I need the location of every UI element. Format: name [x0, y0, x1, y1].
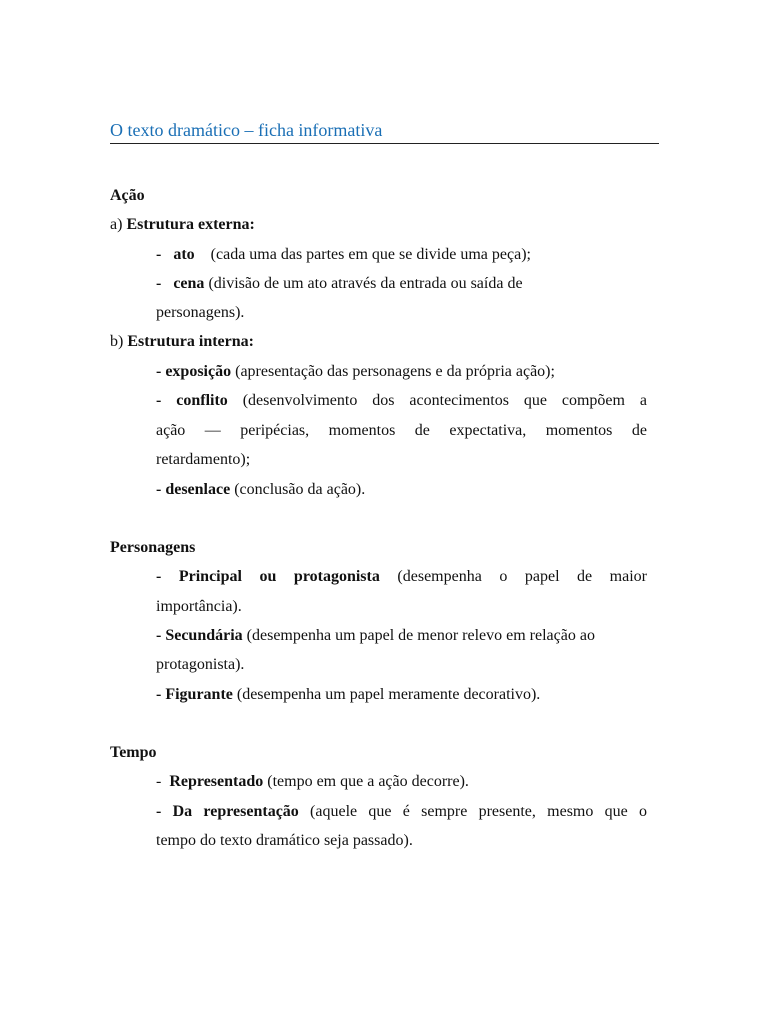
list-item-principal [156, 567, 647, 587]
list-item-desenlace [156, 480, 365, 500]
definition-exposicao: (apresentação das personagens e da própria ação); [231, 363, 555, 380]
list-item-secundaria [156, 626, 595, 646]
definition-secundaria: (desempenha um papel de menor relevo em relação ao [242, 627, 595, 644]
term-ato: ato [173, 246, 195, 263]
definition-desenlace: (conclusão da ação). [230, 481, 366, 498]
definition-representado: (tempo em que a ação decorre). [263, 773, 469, 790]
list-item-exposicao [156, 362, 555, 382]
term-exposicao: - exposição [156, 363, 232, 380]
subsection-title-interna: Estrutura interna: [127, 333, 254, 350]
subsection-estrutura-externa [110, 215, 255, 235]
definition-ato: (cada uma das partes em que se divide uma peça); [210, 246, 531, 263]
section-heading-personagens-text: Personagens [110, 539, 196, 556]
list-item-representado [156, 772, 469, 792]
list-item-representacao-continuation: tempo do texto dramático seja passado). [156, 832, 413, 849]
term-representado: Representado [169, 773, 264, 790]
section-heading-acao [110, 186, 145, 206]
list-dash: - [156, 773, 162, 790]
subsection-title-externa: Estrutura externa: [126, 216, 255, 233]
term-conflito: - conflito [156, 392, 228, 409]
term-representacao: - Da representação [156, 803, 299, 820]
subsection-estrutura-interna [110, 332, 254, 352]
term-secundaria: - Secundária [156, 627, 243, 644]
list-item-principal-continuation: importância). [156, 598, 242, 615]
term-figurante: - Figurante [156, 686, 233, 703]
list-item-conflito-line2: ação — peripécias, momentos de expectativa, momentos de [156, 422, 647, 439]
subsection-label-a: a) [110, 216, 127, 233]
definition-figurante: (desempenha um papel meramente decorativo). [232, 686, 541, 703]
list-item-representacao [156, 802, 647, 822]
definition-conflito: (desenvolvimento dos acontecimentos que compõem a [227, 392, 647, 409]
list-item-conflito-line3: retardamento); [156, 451, 251, 468]
list-dash: - [156, 568, 162, 585]
section-heading-acao-text: Ação [110, 187, 145, 204]
list-item-cena [156, 274, 523, 294]
term-principal: Principal ou protagonista [178, 568, 380, 585]
term-desenlace: - desenlace [156, 481, 231, 498]
section-heading-tempo-text: Tempo [110, 744, 157, 761]
subsection-label-b: b) [110, 333, 128, 350]
list-item-conflito [156, 391, 647, 411]
definition-cena: (divisão de um ato através da entrada ou saída de [208, 275, 523, 292]
list-item-figurante [156, 685, 540, 705]
list-item-secundaria-continuation: protagonista). [156, 656, 245, 673]
section-heading-tempo [110, 743, 157, 763]
term-cena: cena [173, 275, 205, 292]
title-underline [110, 143, 659, 144]
list-dash: - [156, 246, 162, 263]
page-title: O texto dramático – ficha informativa [110, 120, 383, 140]
list-item-cena-continuation: personagens). [156, 304, 245, 321]
definition-principal: (desempenha o papel de maior [397, 568, 647, 585]
section-heading-personagens [110, 538, 195, 558]
definition-representacao: (aquele que é sempre presente, mesmo que o [298, 803, 648, 820]
list-item-ato [156, 245, 531, 265]
list-dash: - [156, 275, 162, 292]
